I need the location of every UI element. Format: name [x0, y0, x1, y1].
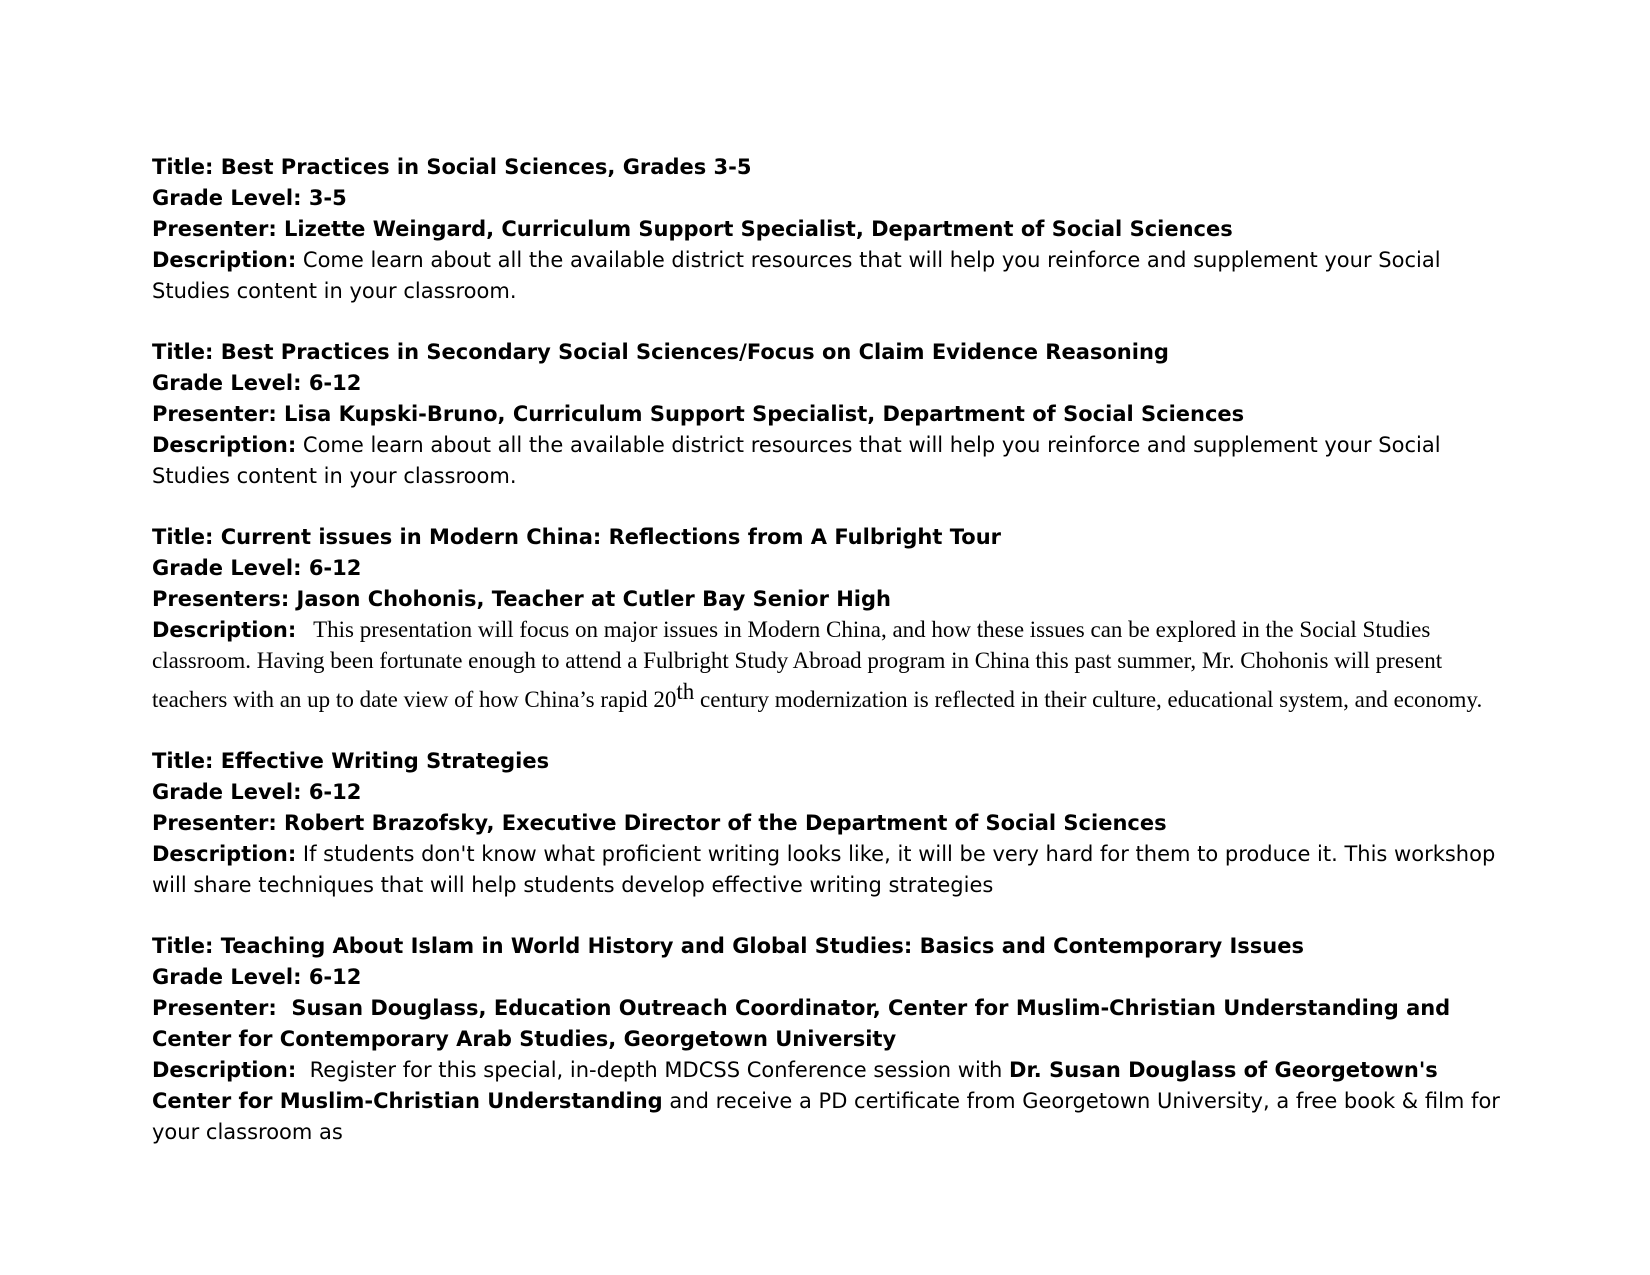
description-text: Register for this special, in-depth MDCSS Conference session with: [296, 1058, 1010, 1082]
session-description: [152, 245, 1512, 307]
description-superscript: th: [676, 679, 695, 704]
description-label: Description:: [152, 248, 297, 272]
session-entry: [152, 152, 1512, 307]
session-entry: [152, 522, 1512, 716]
description-label: Description:: [152, 618, 297, 642]
session-description: [152, 430, 1512, 492]
document-page: [152, 152, 1512, 1178]
description-text: If students don't know what proficient writing looks like, it will be very hard for them to produce it. This workshop will share techniques that will help students develop effective writing strategies: [152, 842, 1496, 897]
description-text: Come learn about all the available district resources that will help you reinforce and supplement your Social Studies content in your classroom.: [152, 433, 1441, 488]
session-presenter: Presenter: Robert Brazofsky, Executive Director of the Department of Social Sciences: [152, 811, 1167, 835]
session-title: Title: Teaching About Islam in World History and Global Studies: Basics and Contemporary Issues: [152, 934, 1304, 958]
session-presenter: Presenter: Lisa Kupski-Bruno, Curriculum Support Specialist, Department of Social Sciences: [152, 402, 1245, 426]
session-title: Title: Current issues in Modern China: Reflections from A Fulbright Tour: [152, 525, 1002, 549]
description-text-continued: and receive a PD certificate from Georgetown University, a free book & film for your classroom as: [152, 1089, 1500, 1144]
session-description: [152, 839, 1512, 901]
session-title: Title: Best Practices in Social Sciences, Grades 3-5: [152, 155, 752, 179]
session-entry: [152, 746, 1512, 901]
description-text: Come learn about all the available district resources that will help you reinforce and supplement your Social Studies content in your classroom.: [152, 248, 1441, 303]
description-text-continued: century modernization is reflected in their culture, educational system, and economy.: [694, 687, 1483, 712]
session-entry: [152, 337, 1512, 492]
description-highlight: Dr. Susan Douglass of Georgetown's Center for Muslim-Christian Understanding: [152, 1058, 1438, 1113]
session-presenter: Presenters: Jason Chohonis, Teacher at Cutler Bay Senior High: [152, 587, 891, 611]
session-description: [152, 1055, 1512, 1148]
session-title: Title: Effective Writing Strategies: [152, 749, 550, 773]
session-presenter: Presenter: Lizette Weingard, Curriculum Support Specialist, Department of Social Sciences: [152, 217, 1233, 241]
description-label: Description:: [152, 1058, 297, 1082]
session-grade-level: Grade Level: 6-12: [152, 556, 362, 580]
description-label: Description:: [152, 433, 297, 457]
session-presenter: Presenter: Susan Douglass, Education Outreach Coordinator, Center for Muslim-Christian Understanding and Center for Contemporary Arab Studies, Georgetown University: [152, 996, 1458, 1051]
session-entry: [152, 931, 1512, 1148]
session-title: Title: Best Practices in Secondary Social Sciences/Focus on Claim Evidence Reasoning: [152, 340, 1169, 364]
session-grade-level: Grade Level: 6-12: [152, 371, 362, 395]
session-grade-level: Grade Level: 6-12: [152, 965, 362, 989]
session-grade-level: Grade Level: 3-5: [152, 186, 347, 210]
session-description: [152, 615, 1512, 716]
description-label: Description:: [152, 842, 297, 866]
session-grade-level: Grade Level: 6-12: [152, 780, 362, 804]
description-text: This presentation will focus on major issues in Modern China, and how these issues can be explored in the Social Studies classroom. Having been fortunate enough to attend a Fulbright Study Abroad program in China this past summer, Mr. Chohonis will present teachers with an up to date view of how China’s rapid 20: [152, 617, 1448, 712]
